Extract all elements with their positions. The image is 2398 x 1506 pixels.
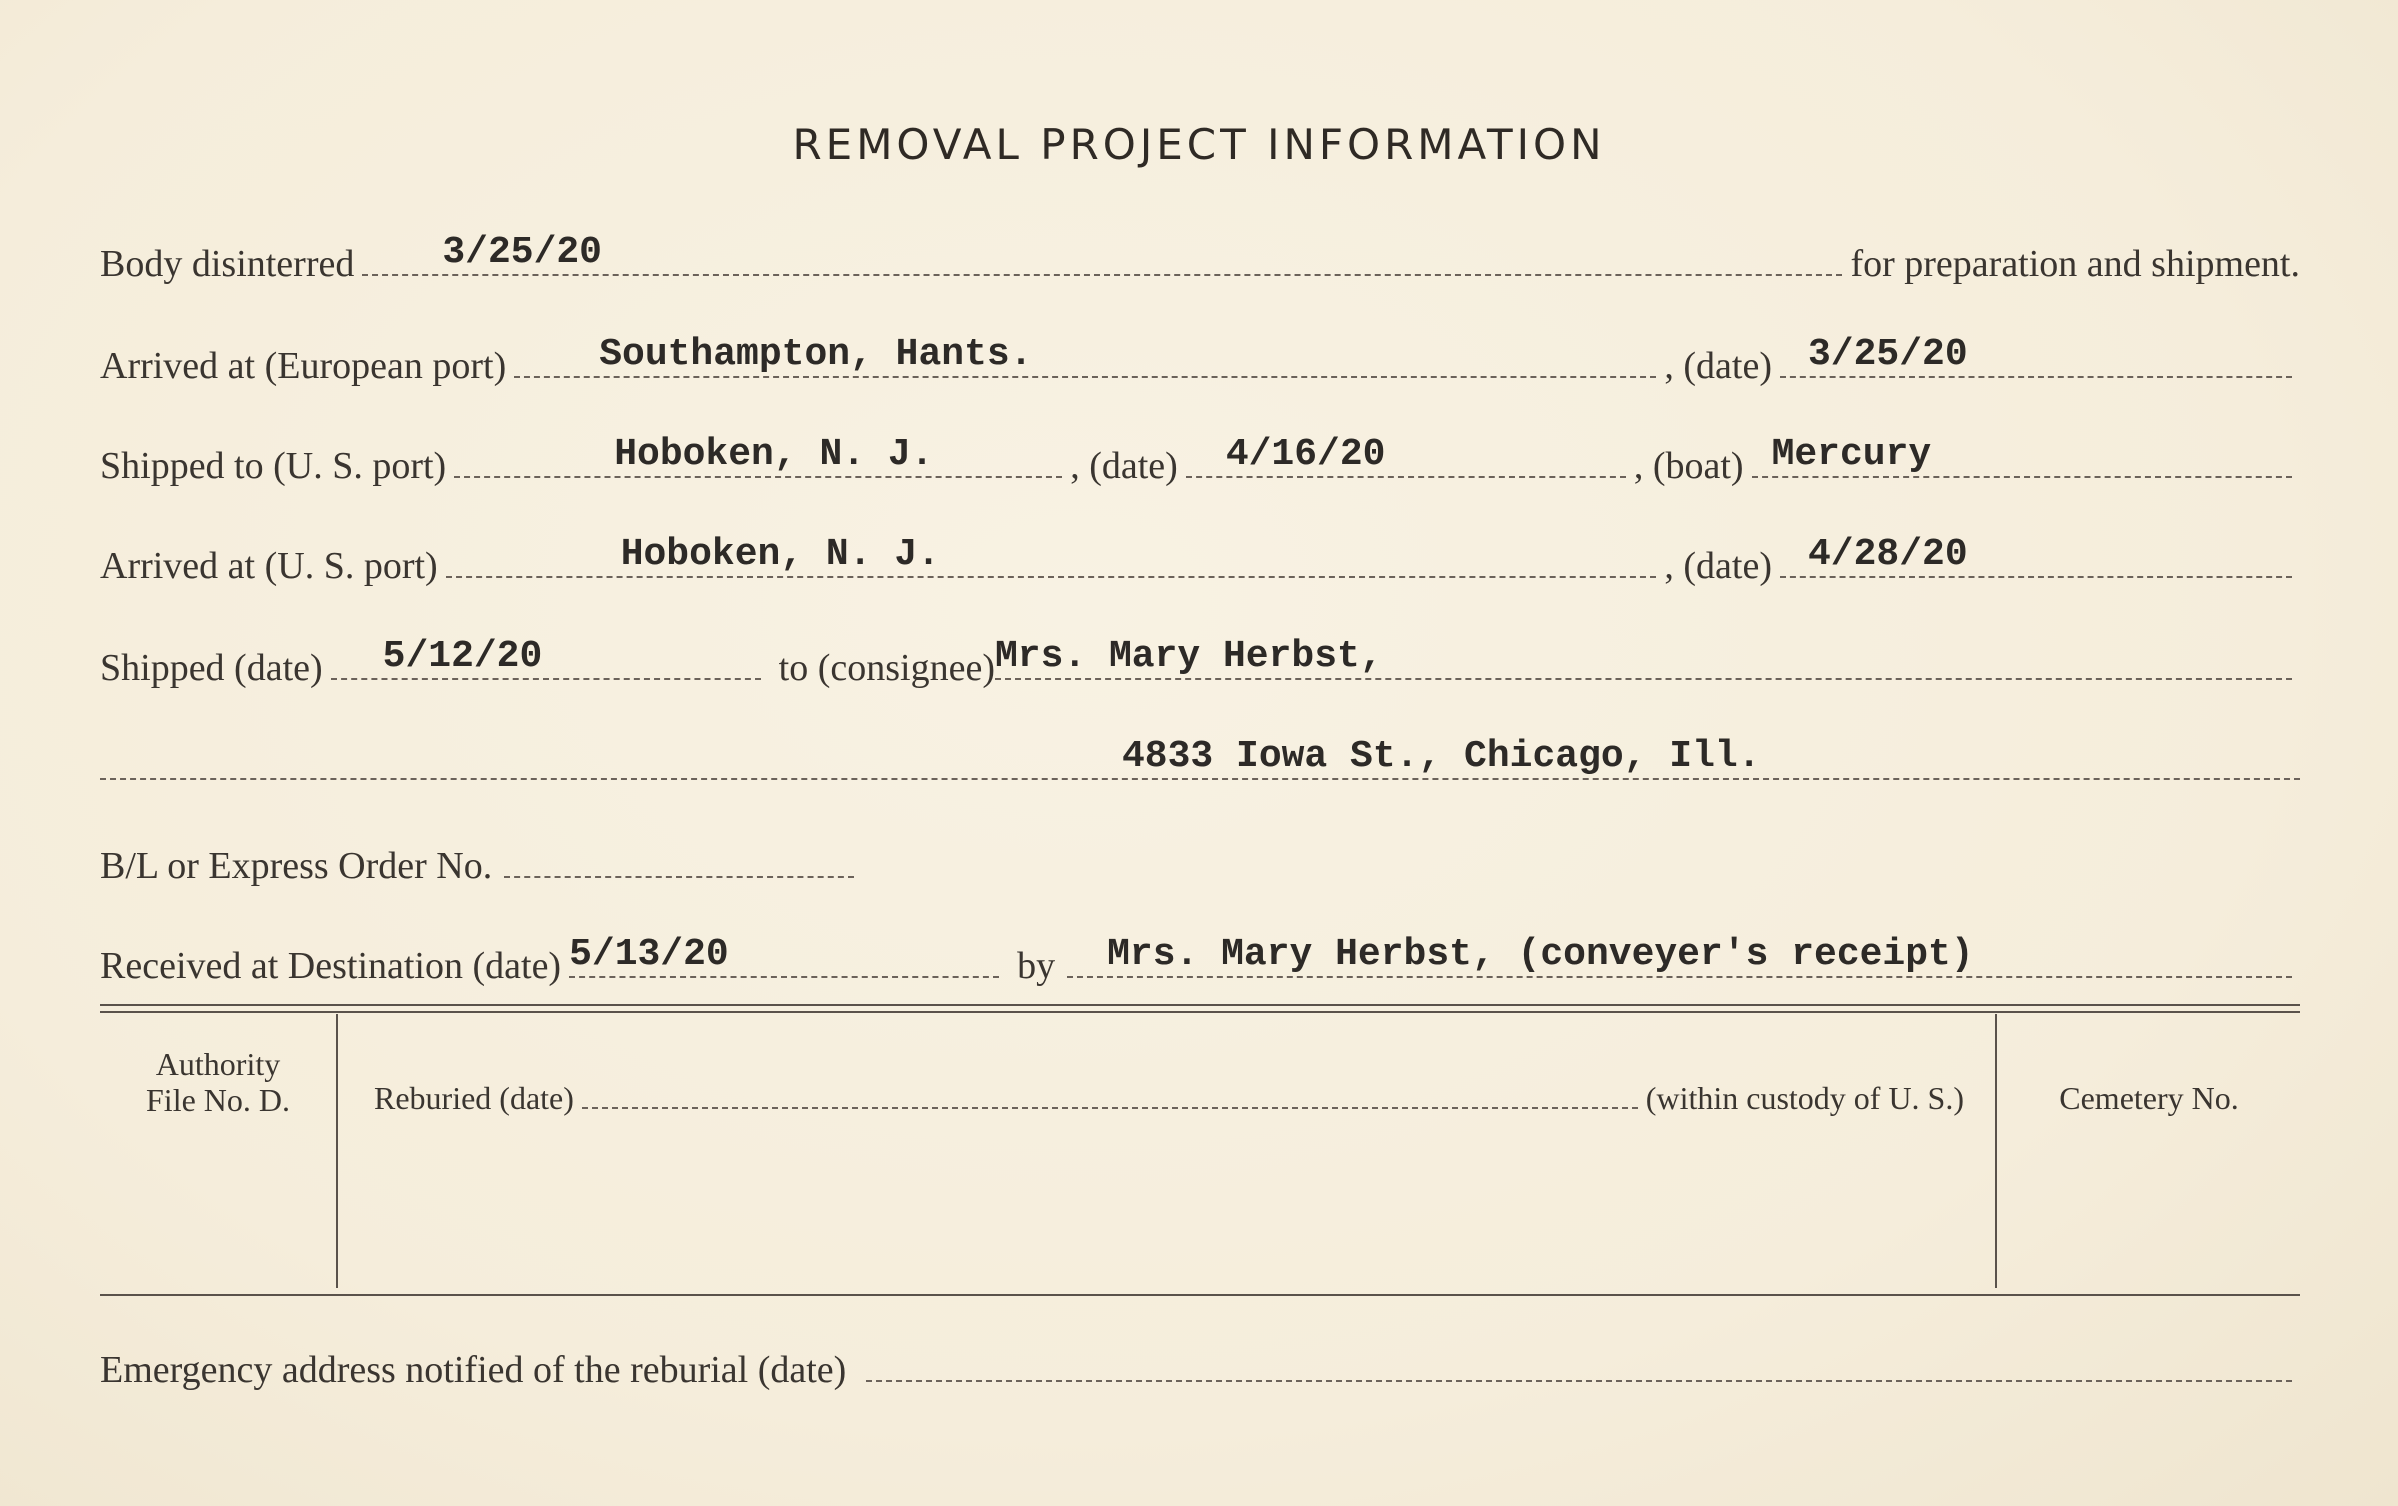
shipped-to-date-label: , (date) [1070,445,1178,487]
shipped-date: 5/12/20 [382,635,543,678]
received-label: Received at Destination (date) [100,945,562,987]
arrived-us-field [446,533,1657,578]
shipped-to-value: Hoboken, N. J. [614,433,934,476]
european-port-row [100,333,2300,387]
shipped-row [100,635,2300,689]
shipped-to-date: 4/16/20 [1225,433,1386,476]
custody-label: (within custody of U. S.) [1645,1080,1964,1116]
arrived-us-value: Hoboken, N. J. [620,533,940,576]
received-date: 5/13/20 [569,933,729,976]
reburied-cell [374,1080,1964,1117]
cemetery-label: Cemetery No. [2059,1080,2239,1116]
arrived-us-date-field [1780,533,2292,578]
cemetery-cell [1998,1080,2300,1117]
bl-label: B/L or Express Order No. [100,845,493,887]
arrived-us-row [100,533,2300,587]
body-disinterred-suffix: for preparation and shipment. [1850,243,2300,285]
reburied-label: Reburied (date) [374,1080,574,1116]
european-port-label: Arrived at (European port) [100,345,507,387]
shipped-date-field [331,635,761,680]
shipped-to-field [454,433,1062,478]
page-title: REMOVAL PROJECT INFORMATION [792,120,1606,169]
shipped-to-boat-field [1752,433,2292,478]
received-date-field [569,933,999,978]
authority-label-1: Authority [155,1046,281,1082]
european-port-date: 3/25/20 [1808,333,1968,376]
arrived-us-date-label: , (date) [1664,545,1772,587]
arrived-us-label: Arrived at (U. S. port) [100,545,438,587]
bl-field [504,842,854,878]
emergency-row [100,1346,2300,1389]
shipped-to-date-field [1186,433,1626,478]
address-value: 4833 Iowa St., Chicago, Ill. [1122,735,1761,778]
shipped-to-boat: Mercury [1771,433,1932,476]
box-bottom-rule [100,1294,2300,1296]
authority-cell [100,1046,336,1118]
consignee-field [994,635,2292,680]
european-port-date-field [1780,333,2292,378]
body-disinterred-field [362,231,1842,276]
reburied-field [582,1081,1638,1109]
received-row [100,933,2300,987]
body-disinterred-label: Body disinterred [100,243,355,285]
box-top-rule-inner [100,1011,2300,1013]
received-by-value: Mrs. Mary Herbst, (conveyer's receipt) [1107,933,1974,976]
european-port-date-label: , (date) [1664,345,1772,387]
box-divider-right [1995,1014,1997,1288]
arrived-us-date: 4/28/20 [1808,533,1968,576]
shipped-label: Shipped (date) [100,647,323,689]
shipped-to-boat-label: , (boat) [1633,445,1744,487]
address-row [100,735,2300,780]
shipped-to-row [100,433,2300,487]
shipped-to-label: Shipped to (U. S. port) [100,445,447,487]
consignee-value: Mrs. Mary Herbst, [994,635,1383,678]
emergency-label: Emergency address notified of the reburial (date) [100,1349,847,1391]
address-field [100,735,2300,780]
body-disinterred-value: 3/25/20 [442,231,602,274]
european-port-value: Southampton, Hants. [599,333,1033,376]
authority-label-2: File No. D. [146,1082,290,1118]
bl-row [100,842,2300,885]
consignee-label: to (consignee) [778,647,995,689]
emergency-field [866,1346,2292,1382]
box-divider-left [336,1014,338,1288]
received-by-label: by [1017,945,1056,987]
received-by-field [1067,933,2292,978]
european-port-field [514,333,1656,378]
body-disinterred-row [100,231,2300,285]
box-top-rule [100,1004,2300,1006]
